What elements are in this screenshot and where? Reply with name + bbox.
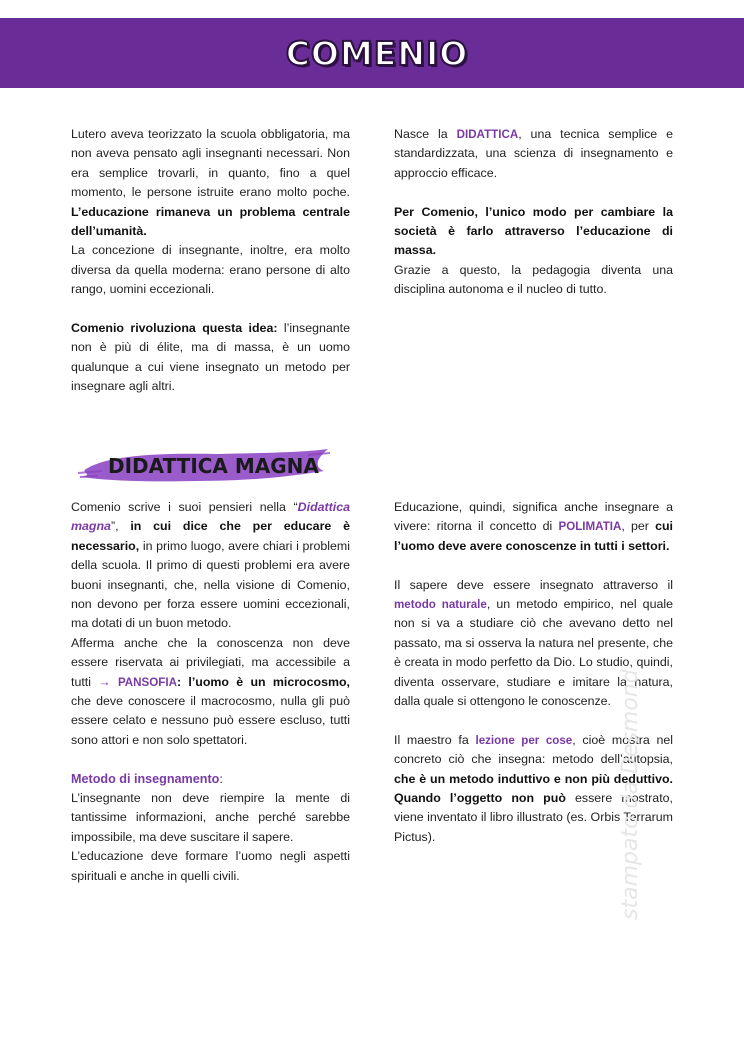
method-paragraph-1: L’insegnante non deve riempire la mente di tantissime informazioni, anche perché sarebbe impossibile, ma deve suscitare il sapere. <box>71 791 350 844</box>
polimatia-keyword: POLIMATIA <box>558 520 622 534</box>
intro-bold-3: Comenio rivoluziona questa idea: <box>71 321 278 336</box>
didattica-keyword: DIDATTICA <box>456 128 519 141</box>
lesson-bold: che è un metodo induttivo e non più deduttivo. Quando l’oggetto non può <box>394 771 673 806</box>
method-subheading-colon: : <box>219 771 223 786</box>
magna-left-column <box>71 498 350 886</box>
page-title: COMENIO <box>285 33 469 73</box>
society-paragraph: Per Comenio, l’unico modo per cambiare la società è farlo attraverso l’educazione di massa. <box>394 204 673 258</box>
magna-text-c: in primo luogo, avere chiari i problemi della scuola. Il primo di questi problemi era avere buoni insegnanti, che, nella visione di Comenio, non devono per forza essere uomini eccezionali, ma dotati di un buon metodo. <box>71 538 350 631</box>
section-banner <box>78 447 330 485</box>
polimatia-text-b: , per <box>621 519 656 534</box>
lesson-text-b: , cioè mostra nel concreto ciò che insegna: metodo dell’autopsia, <box>394 732 673 767</box>
pedagogy-paragraph: Grazie a questo, la pedagogia diventa una disciplina autonoma e il nucleo di tutto. <box>394 262 673 297</box>
natural-method-keyword: metodo naturale <box>394 598 487 612</box>
intro-paragraph-1 <box>71 125 350 241</box>
intro-bold-1: L’educazione rimaneva un problema centrale dell’umanità. <box>71 204 350 239</box>
polimatia-bold: cui l’uomo deve avere conoscenze in tutti i settori. <box>394 519 673 553</box>
intro-paragraph-3 <box>71 319 350 397</box>
magna-bold: in cui dice che per educare è necessario, <box>71 519 350 553</box>
intro-text-3: l’insegnante non è più di élite, ma di massa, è un uomo qualunque a cui viene insegnato un metodo per insegnare agli altri. <box>71 321 351 394</box>
magna-paragraph-1 <box>71 498 350 634</box>
lesson-text-a: Il maestro fa <box>394 732 476 747</box>
lesson-text-c: essere mostrato, viene inventato il libro illustrato (es. Orbis Terrarum Pictus). <box>394 791 673 844</box>
lesson-keyword: lezione per cose <box>475 733 573 747</box>
intro-left-column <box>71 125 350 397</box>
didattica-text-a: Nasce la <box>394 127 457 141</box>
intro-text-1: Lutero aveva teorizzato la scuola obbligatoria, ma non aveva pensato agli insegnanti necessari. Non era semplice trovarli, in quanto, fino a quel momento, le persone istruite erano molto poche. <box>71 127 350 200</box>
watermark: stampato da Desmond <box>618 669 643 920</box>
intro-right-column <box>394 125 673 300</box>
magna-keyword: Didattica magna <box>71 500 350 534</box>
page-header <box>0 18 744 88</box>
didattica-text-b: , una tecnica semplice e standardizzata, una scienza di insegnamento e approccio efficace. <box>394 127 673 180</box>
pansofia-text-a: Afferma anche che la conoscenza non deve essere riservata ai privilegiati, ma accessibile a tutti <box>71 635 350 689</box>
polimatia-text-a: Educazione, quindi, significa anche insegnare a vivere: ritorna il concetto di <box>394 500 673 534</box>
didattica-paragraph <box>394 125 673 183</box>
magna-text-b: ”, <box>110 519 131 534</box>
method-paragraph-2: L’educazione deve formare l’uomo negli aspetti spirituali e anche in quelli civili. <box>71 849 350 883</box>
polimatia-paragraph <box>394 498 673 556</box>
intro-paragraph-2: La concezione di insegnante, inoltre, era molto diversa da quella moderna: erano persone di alto rango, uomini eccezionali. <box>71 243 350 297</box>
pansofia-bold: : l’uomo è un microcosmo, <box>176 674 350 689</box>
pansofia-paragraph <box>71 634 350 750</box>
pansofia-keyword: PANSOFIA <box>117 675 177 689</box>
method-subheading <box>71 770 350 789</box>
section-title: DIDATTICA MAGNA <box>108 454 319 478</box>
method-subheading-text: Metodo di insegnamento <box>71 771 220 786</box>
magna-text-a: Comenio scrive i suoi pensieri nella “ <box>71 500 298 514</box>
arrow-right-icon: → <box>98 674 111 689</box>
natural-method-text-a: Il sapere deve essere insegnato attraverso il <box>394 577 673 592</box>
natural-method-text-b: , un metodo empirico, nel quale non si va a studiare ciò che avevano detto nel passato, ma si osserva la natura nel presente, che è creata in modo perfetto da Dio. Lo studio, quindi, diventa osservare, studiare e imitare la natura, dalla quale si ottengono le conoscenze. <box>394 597 673 709</box>
pansofia-text-b: che deve conoscere il macrocosmo, nulla gli può essere celato e nessuno può essere escluso, tutti sono attori e non solo spettatori. <box>71 694 350 747</box>
